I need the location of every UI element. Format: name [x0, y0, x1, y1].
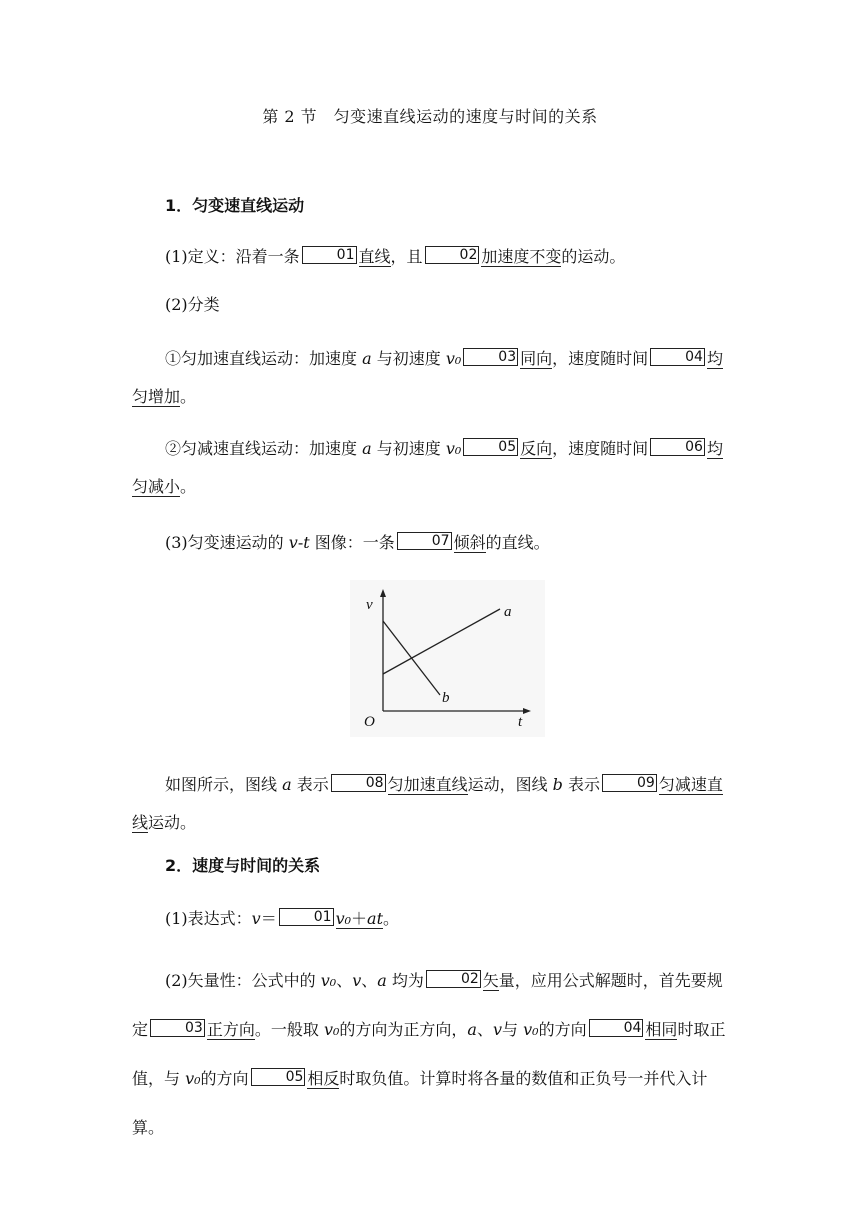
symbol-v0: v₀	[320, 971, 337, 990]
symbol-v: v	[251, 909, 261, 928]
text: 与初速度	[371, 439, 446, 458]
blank-number: 01	[279, 908, 334, 926]
text: (1)定义：沿着一条	[165, 247, 300, 266]
symbol-v0: v₀	[445, 439, 462, 458]
answer-blank: 直线	[358, 247, 391, 266]
vt-graph-figure	[350, 580, 545, 737]
answer-blank: 正方向	[206, 1020, 255, 1039]
answer-blank: 反向	[520, 439, 553, 458]
decel-paragraph	[132, 430, 732, 506]
blank-number: 04	[650, 348, 705, 366]
text: 的方向为正方向，	[339, 1020, 468, 1039]
answer-blank: 相同	[645, 1020, 678, 1039]
symbol-v: v	[352, 971, 362, 990]
t-axis-label: t	[518, 714, 523, 730]
text: (1)表达式：	[165, 909, 252, 928]
symbol-v: v	[492, 1020, 503, 1039]
blank-number: 05	[251, 1068, 306, 1086]
symbol-a: a	[467, 1020, 477, 1039]
vt-graph-svg	[350, 580, 545, 737]
text: 如图所示，图线	[165, 775, 283, 794]
classification-label: (2)分类	[165, 295, 220, 314]
line-a	[383, 609, 500, 674]
text: (3)匀变速运动的	[165, 533, 289, 552]
symbol-t: t	[303, 533, 310, 552]
text: 与	[502, 1020, 524, 1039]
text: 。	[180, 477, 197, 496]
section-heading-2: 2．速度与时间的关系	[165, 856, 321, 875]
text: 的方向	[200, 1069, 249, 1088]
blank-number: 02	[426, 970, 481, 988]
plus-sign: ＋	[351, 909, 368, 928]
answer-blank: 矢	[482, 971, 499, 990]
blank-number: 03	[150, 1019, 205, 1037]
blank-number: 06	[650, 438, 705, 456]
text: ②匀减速直线运动：加速度	[165, 439, 363, 458]
t-axis-arrow	[523, 708, 531, 714]
v-axis-label: v	[366, 597, 373, 613]
text: 、	[476, 1020, 493, 1039]
text: 的直线。	[485, 533, 550, 552]
blank-number: 02	[425, 246, 480, 264]
text: 的方向	[538, 1020, 587, 1039]
section-heading-1: 1．匀变速直线运动	[165, 196, 305, 215]
answer-blank: 匀加速直线	[387, 775, 468, 794]
symbol-a: a	[362, 349, 372, 368]
blank-number: 08	[331, 774, 386, 792]
answer-blank: 匀减速直线	[132, 775, 723, 832]
blank-number: 01	[302, 246, 357, 264]
symbol-v0: v₀	[323, 1020, 340, 1039]
symbol-a: a	[362, 439, 372, 458]
text: (2)矢量性：公式中的	[165, 971, 321, 990]
text: 均为	[386, 971, 424, 990]
blank-number: 07	[397, 532, 452, 550]
line-b	[383, 621, 440, 695]
answer-blank	[336, 909, 383, 929]
symbol-v0: v₀	[523, 1020, 539, 1039]
symbol-v0: v₀	[445, 349, 462, 368]
vt-paragraph: (3)匀变速运动的 v-t 图像：一条 07 倾斜的直线。	[165, 533, 550, 552]
symbol-v0: v₀	[335, 909, 352, 928]
blank-number: 03	[463, 348, 518, 366]
answer-blank: 倾斜	[453, 533, 486, 552]
symbol-at: at	[367, 909, 383, 928]
text: 时取负值。计算时将各量的数值和正负号一并代入计算。	[132, 1069, 708, 1137]
symbol-b: b	[552, 775, 563, 794]
text: ，且	[390, 247, 423, 266]
vector-paragraph	[132, 956, 732, 1152]
text: 时取正值，与	[132, 1020, 726, 1088]
text: ，速度随时间	[552, 439, 649, 458]
definition-paragraph	[132, 238, 732, 276]
text: 。	[180, 387, 197, 406]
answer-blank: 均匀增加	[132, 349, 723, 406]
answer-blank: 同向	[520, 349, 553, 368]
symbol-v: v	[288, 533, 298, 552]
text: 、	[336, 971, 353, 990]
answer-blank: 加速度不变	[481, 247, 562, 266]
text: 运动。	[148, 813, 197, 832]
v-axis-arrow	[380, 589, 386, 597]
text: 、	[361, 971, 378, 990]
line-b-label: b	[442, 690, 450, 706]
blank-number: 04	[589, 1019, 644, 1037]
text: 表示	[562, 775, 601, 794]
accel-paragraph	[132, 340, 732, 416]
equals-sign: ＝	[260, 909, 277, 928]
text: ，速度随时间	[552, 349, 649, 368]
line-a-label: a	[504, 604, 512, 620]
origin-label: O	[364, 714, 375, 730]
text: ①匀加速直线运动：加速度	[165, 349, 363, 368]
expression-paragraph	[132, 900, 732, 938]
symbol-a: a	[282, 775, 292, 794]
graph-description	[132, 766, 732, 842]
answer-blank: 均匀减小	[132, 439, 723, 496]
text: 与初速度	[371, 349, 446, 368]
answer-blank: 相反	[307, 1069, 340, 1088]
text: 量，应用公式解题时，首先要规定	[132, 971, 723, 1039]
text: 表示	[291, 775, 329, 794]
text: 运动，图线	[467, 775, 553, 794]
page-title: 第 2 节 匀变速直线运动的速度与时间的关系	[262, 107, 598, 126]
text: 。	[383, 909, 400, 928]
blank-number: 05	[463, 438, 518, 456]
text: 。一般取	[254, 1020, 324, 1039]
symbol-v0: v₀	[185, 1069, 201, 1088]
blank-number: 09	[602, 774, 657, 792]
text: 图像：一条	[309, 533, 395, 552]
symbol-a: a	[377, 971, 387, 990]
text: 的运动。	[561, 247, 626, 266]
